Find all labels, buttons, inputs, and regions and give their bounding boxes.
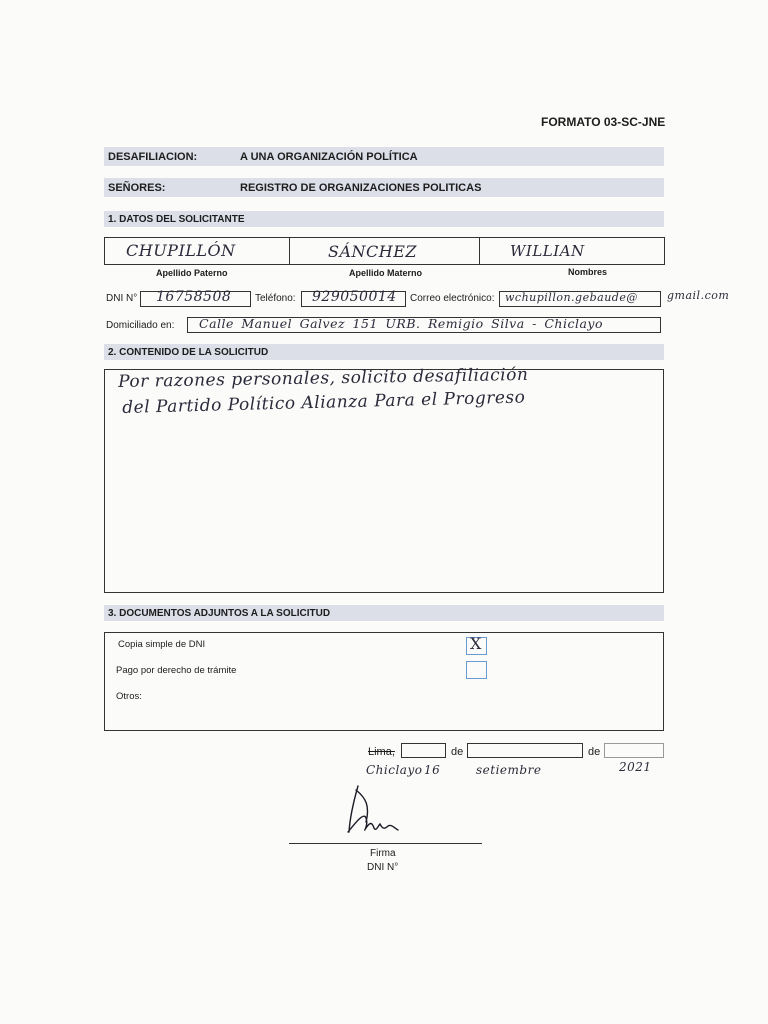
date-de-1: de (451, 746, 464, 758)
dni-value: 16758508 (156, 289, 232, 305)
section2-title-text: 2. CONTENIDO DE LA SOLICITUD (108, 346, 269, 358)
doc-pago-label: Pago por derecho de trámite (116, 665, 237, 676)
section2-title (104, 344, 664, 360)
date-month-handwritten: setiembre (476, 763, 542, 777)
date-day-handwritten: 16 (424, 763, 441, 777)
senores-value: REGISTRO DE ORGANIZACIONES POLITICAS (240, 181, 482, 194)
date-day-field[interactable] (401, 743, 446, 758)
firma-label: Firma (370, 848, 396, 859)
section1-title (104, 211, 664, 227)
correo-label: Correo electrónico: (410, 293, 495, 304)
doc-pago-checkbox[interactable] (466, 661, 487, 679)
domicilio-value: Calle Manuel Galvez 151 URB. Remigio Silva - Chiclayo (199, 316, 604, 331)
senores-band (104, 178, 664, 197)
dni-label: DNI N° (106, 293, 138, 304)
apellido-paterno-value[interactable]: CHUPILLÓN (126, 241, 236, 260)
doc-copia-dni-label: Copia simple de DNI (118, 639, 206, 650)
nombres-label: Nombres (568, 267, 608, 277)
nombres-value[interactable]: WILLIAN (510, 242, 585, 260)
date-de-2: de (588, 746, 601, 758)
doc-otros-label: Otros: (116, 691, 142, 702)
desafiliacion-value: A UNA ORGANIZACIÓN POLÍTICA (240, 150, 418, 163)
correo-value: wchupillon.gebaude@ (505, 291, 638, 304)
apellido-materno-value[interactable]: SÁNCHEZ (328, 242, 418, 261)
section1-title-text: 1. DATOS DEL SOLICITANTE (108, 213, 245, 225)
apellido-materno-label: Apellido Materno (349, 268, 423, 278)
section3-title-text: 3. DOCUMENTOS ADJUNTOS A LA SOLICITUD (108, 607, 331, 619)
telefono-value: 929050014 (312, 289, 397, 305)
form-code: FORMATO 03-SC-JNE (541, 115, 666, 129)
desafiliacion-band (104, 147, 664, 166)
signature-scribble (336, 782, 416, 844)
date-year-field[interactable] (604, 743, 664, 758)
telefono-label: Teléfono: (255, 293, 296, 304)
signature-line (289, 843, 482, 844)
correo-overflow: gmail.com (667, 289, 730, 302)
signature-dni-label: DNI N° (367, 862, 399, 873)
apellido-paterno-label: Apellido Paterno (156, 268, 228, 278)
solicitud-line-2: del Partido Político Alianza Para el Progreso (122, 387, 526, 418)
solicitud-line-1: Por razones personales, solicito desafiliación (118, 364, 529, 392)
date-month-field[interactable] (467, 743, 583, 758)
date-lima: Lima, (368, 746, 395, 758)
desafiliacion-label: DESAFILIACION: (108, 150, 198, 163)
date-year-handwritten: 2021 (619, 760, 652, 774)
section3-title (104, 605, 664, 621)
date-city-handwritten: Chiclayo (366, 763, 423, 777)
senores-label: SEÑORES: (108, 181, 166, 194)
domicilio-label: Domiciliado en: (106, 320, 175, 331)
doc-copia-dni-mark: X (470, 634, 482, 653)
